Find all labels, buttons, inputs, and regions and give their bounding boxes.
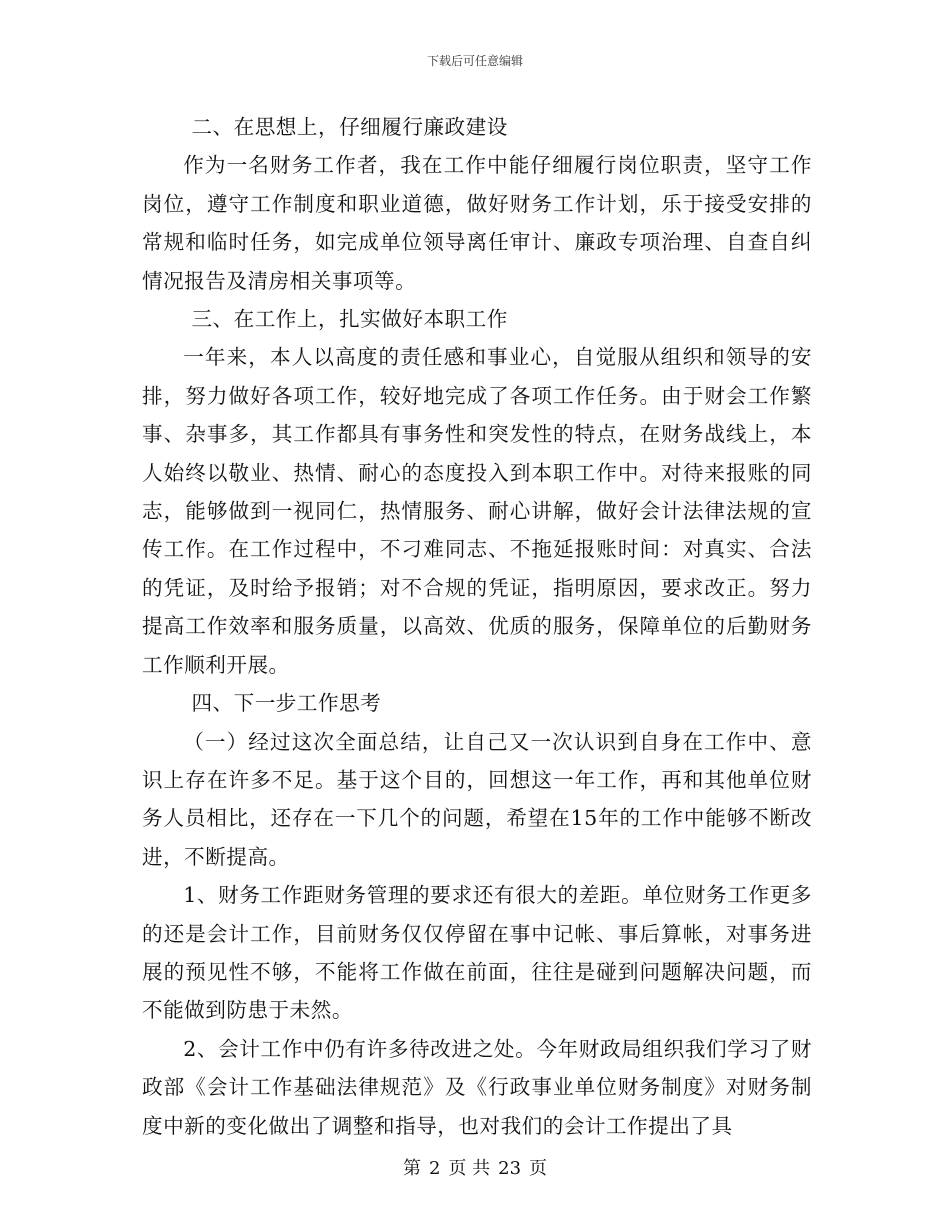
paragraph: 作为一名财务工作者，我在工作中能仔细履行岗位职责，坚守工作岗位，遵守工作制度和职业道德，做好财务工作计划，乐于接受安排的常规和临时任务，如完成单位领导离任审计、廉政专项治理、自查自纠情况报告及清房相关事项等。: [142, 153, 812, 293]
page-label-prefix: 第: [402, 1158, 421, 1179]
page-label-suffix: 页: [529, 1158, 548, 1179]
paragraph: （一）经过这次全面总结，让自己又一次认识到自身在工作中、意识上存在许多不足。基于这个目的，回想这一年工作，再和其他单位财务人员相比，还存在一下几个的问题，希望在15年的工作中能够不断改进，不断提高。: [142, 729, 812, 869]
section-heading-4: 四、下一步工作思考: [191, 691, 382, 716]
header-note: 下载后可任意编辑: [426, 54, 523, 68]
section-heading-3: 三、在工作上，扎实做好本职工作: [191, 307, 508, 332]
paragraph: 一年来，本人以高度的责任感和事业心，自觉服从组织和领导的安排，努力做好各项工作，较好地完成了各项工作任务。由于财会工作繁事、杂事多，其工作都具有事务性和突发性的特点，在财务战线上，本人始终以敬业、热情、耐心的态度投入到本职工作中。对待来报账的同志，能够做到一视同仁，热情服务、耐心讲解，做好会计法律法规的宣传工作。在工作过程中，不刁难同志、不拖延报账时间：对真实、合法的凭证，及时给予报销；对不合规的凭证，指明原因，要求改正。努力提高工作效率和服务质量，以高效、优质的服务，保障单位的后勤财务工作顺利开展。: [142, 345, 812, 677]
page-label-middle: 页 共: [448, 1158, 491, 1179]
page-total-number: 23: [498, 1158, 522, 1179]
paragraph: 1、财务工作距财务管理的要求还有很大的差距。单位财务工作更多的还是会计工作，目前财务仅仅停留在事中记帐、事后算帐，对事务进展的预见性不够，不能将工作做在前面，往往是碰到问题解决问题，而不能做到防患于未然。: [142, 883, 812, 1023]
document-body: [142, 108, 812, 1145]
section-heading-2: 二、在思想上，仔细履行廉政建设: [191, 115, 508, 139]
page-current-number: 2: [428, 1158, 441, 1179]
paragraph: 2、会计工作中仍有许多待改进之处。今年财政局组织我们学习了财政部《会计工作基础法律规范》及《行政事业单位财务制度》对财务制度中新的变化做出了调整和指导，也对我们的会计工作提出了具: [142, 1036, 812, 1138]
page-footer: [0, 1154, 950, 1180]
